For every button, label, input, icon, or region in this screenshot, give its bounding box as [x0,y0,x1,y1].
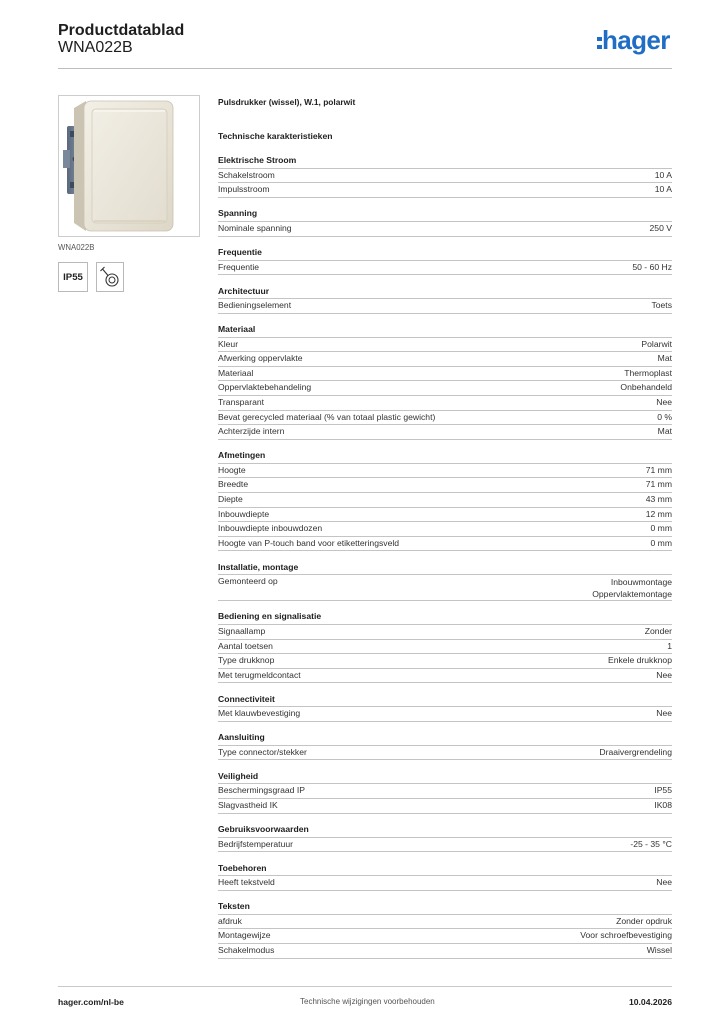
section-title: Afmetingen [218,449,672,464]
section-title: Veiligheid [218,770,672,785]
spec-label: Inbouwdiepte inbouwdozen [218,523,323,534]
spec-row-achterzijde-intern [218,425,672,440]
spec-section-aansluiting [218,731,672,760]
product-description: Pulsdrukker (wissel), W.1, polarwit [218,96,356,107]
spec-row-hoogte-p-touch-band [218,537,672,552]
spec-value: 0 % [657,411,672,422]
spec-section-veiligheid [218,770,672,814]
product-code: WNA022B [58,39,133,56]
spec-row-slagvastheid-ik [218,799,672,814]
specs-table [218,154,672,958]
spec-label: Diepte [218,494,243,505]
spec-label: Afwerking oppervlakte [218,353,303,364]
footer-divider [58,986,672,987]
twist-lock-icon [98,264,122,290]
spec-row-schakelstroom [218,169,672,184]
section-title: Elektrische Stroom [218,154,672,169]
spec-row-nominale-spanning [218,222,672,237]
footer-date: 10.04.2026 [628,997,672,1007]
spec-row-materiaal [218,367,672,382]
spec-section-afmetingen [218,449,672,551]
spec-row-gerecycled-materiaal [218,411,672,426]
spec-row-bedieningselement [218,299,672,314]
spec-label: Signaallamp [218,625,266,636]
spec-value: Zonder [644,625,672,636]
spec-row-afwerking-oppervlakte [218,352,672,367]
spec-label: Hoogte [218,464,246,475]
section-title: Connectiviteit [218,693,672,708]
spec-label: Schakelstroom [218,169,275,180]
spec-label: Slagvastheid IK [218,800,278,811]
spec-section-toebehoren [218,862,672,891]
logo-text: hager [602,25,670,55]
spec-value: Voor schroefbevestiging [580,930,672,941]
page-title: Productdatablad [58,22,185,39]
spec-value-line: Oppervlaktemontage [592,589,672,600]
footer-website-link[interactable]: hager.com/nl-be [58,997,124,1007]
spec-section-teksten [218,900,672,958]
product-photo [59,96,199,236]
spec-row-klauwbevestiging [218,707,672,722]
section-title: Installatie, montage [218,561,672,576]
spec-value: 0 mm [650,523,672,534]
spec-value: 10 A [654,169,672,180]
spec-label: Breedte [218,479,249,490]
spec-value: Nee [656,669,672,680]
spec-label: Materiaal [218,367,254,378]
spec-label: Aantal toetsen [218,640,273,651]
section-title: Toebehoren [218,862,672,877]
logo-colon-dot [597,37,602,42]
section-title: Gebruiksvoorwaarden [218,823,672,838]
spec-label: Transparant [218,397,265,408]
spec-section-materiaal [218,323,672,440]
spec-label: afdruk [218,915,242,926]
section-title: Bediening en signalisatie [218,610,672,625]
spec-value: Zonder opdruk [616,915,672,926]
spec-value: 250 V [649,222,672,233]
spec-label: Beschermingsgraad IP [218,785,305,796]
spec-label: Type connector/stekker [218,746,307,757]
spec-row-terugmeldcontact [218,669,672,684]
spec-section-gebruiksvoorwaarden [218,823,672,852]
spec-value: Thermoplast [624,367,672,378]
image-caption: WNA022B [58,243,95,252]
spec-label: Montagewijze [218,930,271,941]
spec-value: Mat [657,426,672,437]
spec-value: Nee [656,708,672,719]
spec-label: Nominale spanning [218,222,292,233]
spec-value: 50 - 60 Hz [632,261,672,272]
spec-label: Met klauwbevestiging [218,708,301,719]
spec-label: Bedrijfstemperatuur [218,838,293,849]
section-title: Frequentie [218,246,672,261]
spec-value: IK08 [654,800,672,811]
spec-row-signaallamp [218,625,672,640]
spec-section-installatie-montage [218,561,672,601]
spec-row-schakelmodus [218,944,672,959]
spec-label: Inbouwdiepte [218,508,270,519]
spec-label: Hoogte van P-touch band voor etiketteringsveld [218,537,400,548]
spec-row-inbouwdiepte [218,508,672,523]
spec-row-impulsstroom [218,183,672,198]
spec-value-line: Inbouwmontage [610,577,672,588]
ip-rating-badge: IP55 [58,262,88,292]
feature-badge [96,262,124,292]
section-title: Teksten [218,900,672,915]
spec-row-afdruk [218,915,672,930]
spec-value: 43 mm [645,494,672,505]
spec-row-gemonteerd-op [218,575,672,601]
spec-section-bediening-signalisatie [218,610,672,683]
section-title: Materiaal [218,323,672,338]
spec-section-elektrische-stroom [218,154,672,198]
spec-label: Bedieningselement [218,300,292,311]
spec-value: Toets [651,300,672,311]
section-title: Aansluiting [218,731,672,746]
footer-disclaimer: Technische wijzigingen voorbehouden [300,997,435,1006]
spec-section-connectiviteit [218,693,672,722]
spec-label: Heeft tekstveld [218,877,275,888]
logo-colon-dot [597,45,602,50]
spec-value: Enkele drukknop [607,655,672,666]
spec-row-transparant [218,396,672,411]
specs-heading: Technische karakteristieken [218,130,333,141]
spec-row-diepte [218,493,672,508]
product-image [58,95,200,237]
spec-section-frequentie [218,246,672,275]
section-title: Architectuur [218,285,672,300]
spec-label: Bevat gerecycled materiaal (% van totaal plastic gewicht) [218,411,436,422]
spec-value: 71 mm [645,479,672,490]
spec-value: Mat [657,353,672,364]
spec-value: 12 mm [645,508,672,519]
spec-value: Wissel [646,944,672,955]
spec-value: 71 mm [645,464,672,475]
spec-row-bedrijfstemperatuur [218,838,672,853]
spec-value [592,575,672,600]
spec-label: Schakelmodus [218,944,275,955]
spec-row-oppervlaktebehandeling [218,381,672,396]
spec-label: Type drukknop [218,655,275,666]
spec-row-breedte [218,478,672,493]
spec-value: Onbehandeld [620,382,672,393]
spec-row-aantal-toetsen [218,640,672,655]
spec-row-beschermingsgraad-ip [218,784,672,799]
hager-logo [594,27,672,59]
spec-row-frequentie [218,261,672,276]
spec-row-type-drukknop [218,654,672,669]
spec-section-spanning [218,207,672,236]
spec-value: 0 mm [650,537,672,548]
spec-value: Polarwit [641,338,672,349]
section-title: Spanning [218,207,672,222]
spec-label: Frequentie [218,261,260,272]
spec-row-tekstveld [218,876,672,891]
spec-label: Oppervlaktebehandeling [218,382,312,393]
spec-row-inbouwdiepte-inbouwdozen [218,522,672,537]
spec-label: Impulsstroom [218,184,270,195]
spec-value: Draaivergrendeling [599,746,672,757]
spec-label: Kleur [218,338,239,349]
spec-section-architectuur [218,285,672,314]
spec-row-montagewijze [218,929,672,944]
spec-value: Nee [656,877,672,888]
spec-label: Achterzijde intern [218,426,285,437]
spec-label: Gemonteerd op [218,576,278,587]
spec-label: Met terugmeldcontact [218,669,301,680]
spec-row-kleur [218,338,672,353]
spec-value: 10 A [654,184,672,195]
spec-row-type-connector [218,746,672,761]
header-divider [58,68,672,69]
spec-value: 1 [667,640,672,651]
spec-row-hoogte [218,464,672,479]
spec-value: IP55 [654,785,672,796]
spec-value: -25 - 35 °C [630,838,672,849]
spec-value: Nee [656,397,672,408]
